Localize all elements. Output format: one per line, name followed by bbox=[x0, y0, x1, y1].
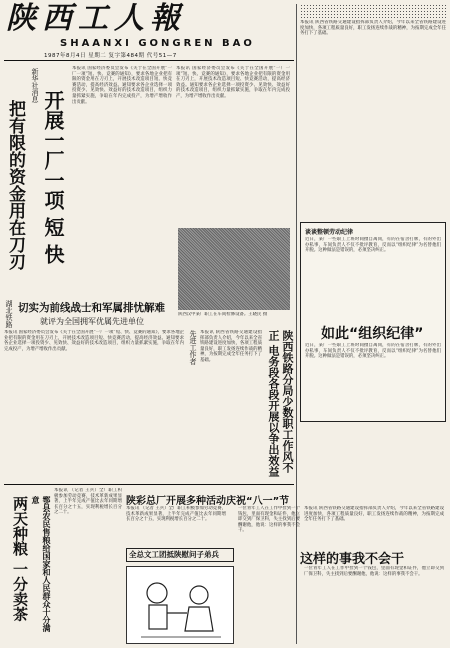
honor-deck: 鄠县农民售粮给国家和人民群众十分满意 bbox=[31, 496, 51, 632]
mid-vertical-title: 陕西铁路分局少数职工作风不正 电务段各段开展以争出效益 bbox=[267, 330, 294, 477]
discipline-kicker: 谈谈整顿劳动纪律 bbox=[305, 229, 354, 236]
ordeal-body-continued: 一位青年工人在工作中捡到一个钱包，里面有现金和证件，他立即交到厂保卫科，失主找到后要酬谢他，他说：这样的事我不会干。 bbox=[304, 566, 444, 577]
banner-body: 本报讯 国家经济委员会发布《关于在全国开展“一厂一项”短、快、竞赛的通知》，要求各地企业把有限的资金用在刀刃上，开展技术改造项目短、快竞赛活动，提高经济效益。通知要求各企业选择一项投资少、见效快、效益好的技术改造项目，组织力量抓紧实施，争取在年内完成投产，为增产增收作出贡献。 bbox=[4, 330, 184, 352]
ordeal-title: 这样的事我不会干 bbox=[300, 552, 405, 567]
right-body: 本报讯 陕西省铁路交通建设指挥部负责人介绍，今年以来全省铁路建设进度加快，各项工程质量良好，职工发扬连续作战的精神，为按期完成全年任务打下了基础。 bbox=[300, 20, 446, 37]
bottom-section-rule bbox=[4, 484, 294, 485]
masthead-pinyin: SHAANXI GONGREN BAO bbox=[60, 38, 255, 49]
dateline: 1987年8月4日 星期二 复字第484期 代号51—7 bbox=[44, 53, 177, 59]
cartoon-drawing bbox=[127, 567, 233, 643]
lead-kicker: 新华社消息 bbox=[31, 68, 39, 103]
unity-headline: 全总文工团抵陕慰问子弟兵 bbox=[126, 548, 234, 562]
lead-body-continued: 本报讯 国家经济委员会发布《关于在全国开展“一厂一项”短、快、竞赛的通知》，要求各地企业把有限的资金用在刀刃上，开展技术改造项目短、快竞赛活动，提高经济效益。通知要求各企业选择一项投资少、见效快、效益好的技术改造项目，组织力量抓紧实施，争取在年内完成投产，为增产增收作出贡献。 bbox=[176, 66, 290, 99]
discipline-box bbox=[300, 222, 446, 422]
banner-deck: 就评为全国拥军优属先进单位 bbox=[40, 317, 144, 326]
bottom-headline: 陕彩总厂开展多种活动庆祝“八一”节 bbox=[126, 496, 290, 507]
discipline-body-continued: 近日，某厂一些职工上班时间擅自离岗，有的在宿舍打牌，有的外出办私事，车间负责人不仅不批评教育，反而以“组织纪律”为名替他们开脱。这种做法是错误的，必须坚决纠正。 bbox=[305, 343, 441, 360]
masthead-rule bbox=[4, 60, 294, 61]
honor-title: 两天种粮 一分卖茶 bbox=[11, 496, 29, 622]
bottom-body: 本报讯 （记者 王兵）全厂职工积极参加劳动竞赛，技术革新成果显著，上半年完成产值比去年同期增长百分之十五，实现利税增长百分之二十。 bbox=[126, 506, 226, 523]
lead-title: 开展一厂一项 短 快 bbox=[41, 90, 65, 264]
lead-body: 本报讯 国家经济委员会发布《关于在全国开展“一厂一项”短、快、竞赛的通知》，要求各地企业把有限的资金用在刀刃上，开展技术改造项目短、快竞赛活动，提高经济效益。通知要求各企业选择一项投资少、见效快、效益好的技术改造项目，组织力量抓紧实施，争取在年内完成投产，为增产增收作出贡献。 bbox=[72, 66, 172, 105]
discipline-title: 如此“组织纪律” bbox=[321, 326, 424, 342]
masthead-title: 陕西工人報 bbox=[6, 1, 186, 36]
banner-title: 切实为前线战士和军属排忧解难 bbox=[18, 302, 165, 314]
photo-caption: 陕西汉中某厂职工在车间检修设备。王晓民 摄 bbox=[178, 312, 268, 317]
editorial-cartoon bbox=[126, 566, 234, 644]
bottom-right-body: 本报讯 陕西省铁路交通建设指挥部负责人介绍，今年以来全省铁路建设进度加快，各项工程质量良好，职工发扬连续作战的精神，为按期完成全年任务打下了基础。 bbox=[304, 506, 444, 523]
news-photo bbox=[178, 228, 290, 310]
honor-body: 本报讯 （记者 王兵）全厂职工积极参加劳动竞赛，技术革新成果显著，上半年完成产值比去年同期增长百分之十五，实现利税增长百分之二十。 bbox=[54, 488, 122, 516]
discipline-body: 近日，某厂一些职工上班时间擅自离岗，有的在宿舍打牌，有的外出办私事，车间负责人不仅不批评教育，反而以“组织纪律”为名替他们开脱。这种做法是错误的，必须坚决纠正。 bbox=[305, 237, 441, 254]
banner-kicker: 湖北铁路 bbox=[5, 300, 13, 328]
ordeal-body: 一位青年工人在工作中捡到一个钱包，里面有现金和证件，他立即交到厂保卫科，失主找到后要酬谢他，他说：这样的事我不会干。 bbox=[238, 506, 300, 534]
mid-body: 本报讯 陕西省铁路交通建设指挥部负责人介绍，今年以来全省铁路建设进度加快，各项工程质量良好，职工发扬连续作战的精神，为按期完成全年任务打下了基础。 bbox=[200, 330, 262, 363]
lead-deck: 把有限的资金用在刀刃 bbox=[5, 100, 25, 270]
mid-vertical-side: 先进工作者 bbox=[189, 330, 197, 365]
right-header-texture bbox=[300, 4, 446, 18]
